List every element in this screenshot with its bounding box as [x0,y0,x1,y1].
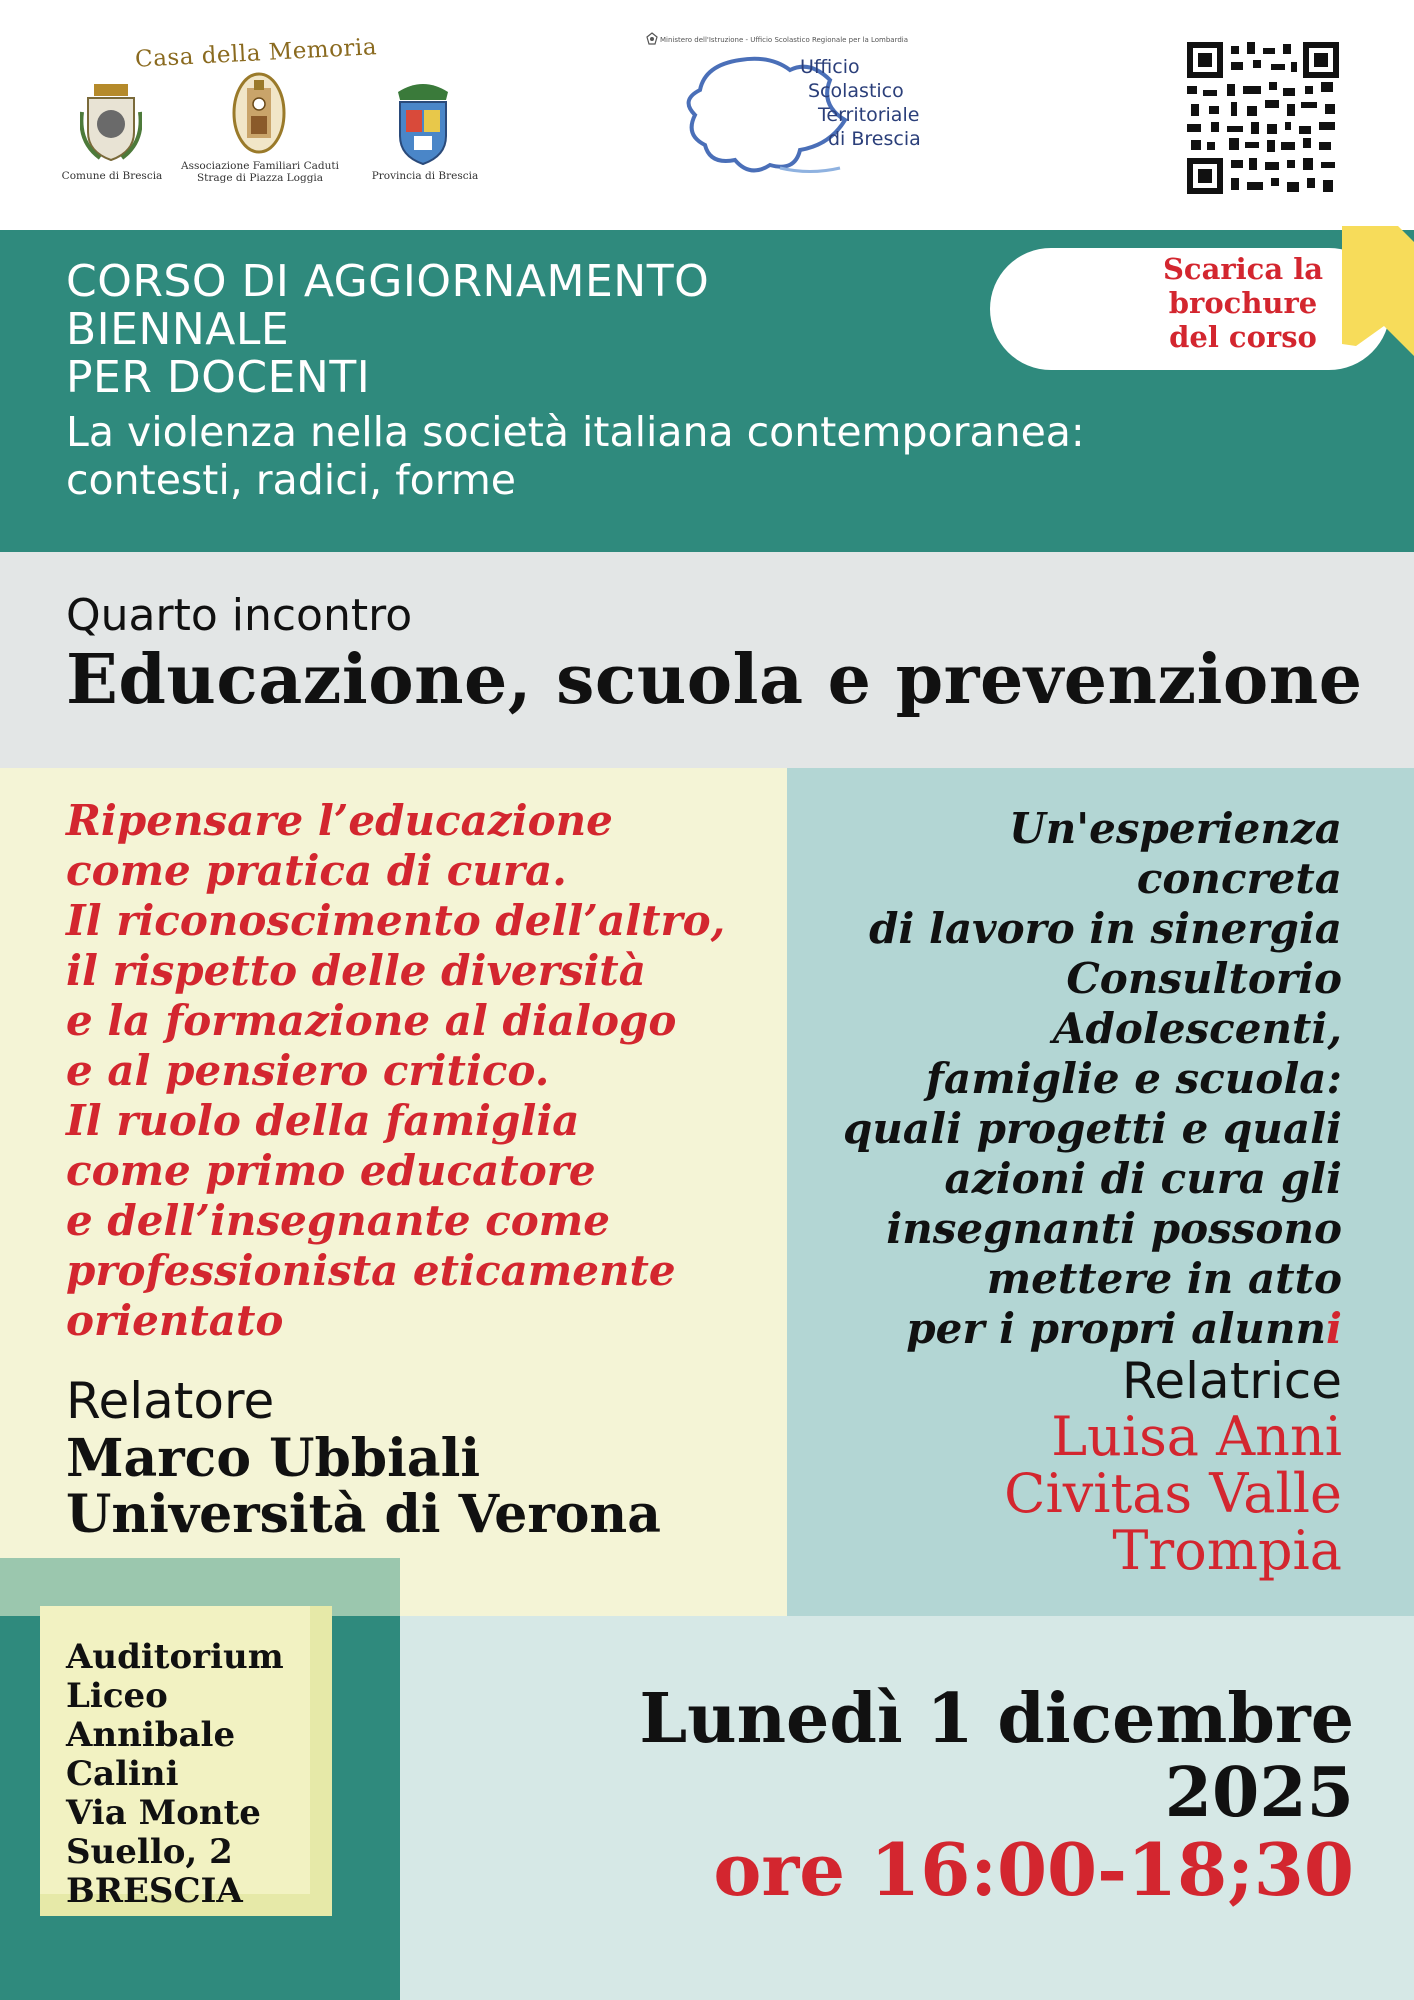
venue-line-2: Liceo [66,1676,168,1716]
speaker-name-right [842,1405,1342,1582]
left-panel-description [66,796,766,1346]
event-year: 2025 [1164,1753,1354,1833]
brochure-line-1: Scarica la [1162,252,1324,286]
right-line-3: di lavoro in sinergia [869,904,1342,953]
piazza-loggia-emblem-icon [232,72,286,154]
left-line-11: orientato [66,1296,284,1345]
left-line-6: e al pensiero critico. [66,1046,550,1095]
right-line-11 [782,1304,1342,1354]
loggia-caption-line2: Strage di Piazza Loggia [196,172,324,184]
italian-republic-emblem-icon [645,32,659,52]
speaker-name-left: Marco Ubbiali [66,1428,481,1489]
event-date [554,1679,1354,1912]
qr-code-icon[interactable] [1187,42,1339,194]
speaker-affiliation-left: Università di Verona [66,1484,661,1545]
course-title-line-3: PER DOCENTI [66,352,371,403]
ust-line-3: Territoriale [818,104,920,126]
venue-address [66,1638,326,1911]
ust-line-1: Ufficio [800,56,860,78]
left-line-1: Ripensare l’educazione [66,796,613,845]
ust-line-2: Scolastico [808,80,904,102]
speaker-right-line-1: Luisa Anni [1051,1405,1342,1468]
speaker-label-left: Relatore [66,1372,275,1430]
right-line-2: concreta [1136,854,1342,903]
course-title-line-1: CORSO DI AGGIORNAMENTO [66,256,710,307]
venue-line-1: Auditorium [66,1637,284,1677]
venue-line-4: Calini [66,1754,179,1794]
brochure-line-3: del corso [1169,320,1317,354]
course-title [66,258,966,402]
right-line-4: Consultorio [1066,954,1342,1003]
event-day: Lunedì 1 dicembre [639,1679,1354,1759]
casa-della-memoria-title: Casa della Memoria [134,34,378,73]
left-line-4: il rispetto delle diversità [66,946,646,995]
course-subtitle [66,408,1366,504]
course-title-line-2: BIENNALE [66,304,290,355]
venue-line-6: Suello, 2 [66,1832,233,1872]
venue-line-3: Annibale [66,1715,236,1755]
right-line-1: Un'esperienza [1009,804,1342,853]
right-line-7: quali progetti e quali [843,1104,1342,1153]
right-line-6: famiglie e scuola: [925,1054,1342,1103]
left-line-7: Il ruolo della famiglia [66,1096,580,1145]
brochure-line-2: brochure [1168,286,1318,320]
meeting-number: Quarto incontro [66,590,413,641]
right-line-11-main: per i propri alunn [906,1304,1327,1353]
right-line-9: insegnanti possono [886,1204,1342,1253]
course-subtitle-line-2: contesti, radici, forme [66,456,517,504]
venue-line-7: BRESCIA [66,1871,243,1911]
brescia-crest-icon [80,82,142,162]
right-line-11-accent: i [1326,1304,1342,1353]
left-line-10: professionista eticamente [66,1246,676,1295]
left-line-9: e dell’insegnante come [66,1196,610,1245]
speaker-label-right: Relatrice [1121,1352,1342,1410]
provincia-crest-icon [388,82,458,166]
ust-brescia-label [800,55,921,151]
provincia-caption: Provincia di Brescia [371,170,479,182]
left-line-3: Il riconoscimento dell’altro, [66,896,726,945]
left-line-5: e la formazione al dialogo [66,996,677,1045]
left-line-2: come pratica di cura. [66,846,567,895]
speaker-right-line-2: Civitas Valle [1004,1462,1342,1525]
meeting-title: Educazione, scuola e prevenzione [66,640,1363,720]
ministry-line: Ministero dell'Istruzione - Ufficio Scolastico Regionale per la Lombardia [660,36,909,44]
ust-line-4: di Brescia [828,128,921,150]
brescia-caption: Comune di Brescia [61,170,163,182]
loggia-caption-line1: Associazione Familiari Caduti [181,160,339,172]
venue-line-5: Via Monte [66,1793,261,1833]
download-brochure-label[interactable] [1128,252,1358,354]
event-time: ore 16:00-18;30 [713,1827,1354,1912]
loggia-caption [170,160,350,184]
right-panel-description [782,804,1342,1354]
course-subtitle-line-1: La violenza nella società italiana contemporanea: [66,408,1085,456]
right-line-8: azioni di cura gli [944,1154,1342,1203]
speaker-right-line-3: Trompia [1112,1519,1342,1582]
right-line-10: mettere in atto [986,1254,1342,1303]
logo-header [0,0,1414,230]
left-line-8: come primo educatore [66,1146,596,1195]
right-line-5: Adolescenti, [1052,1004,1342,1053]
